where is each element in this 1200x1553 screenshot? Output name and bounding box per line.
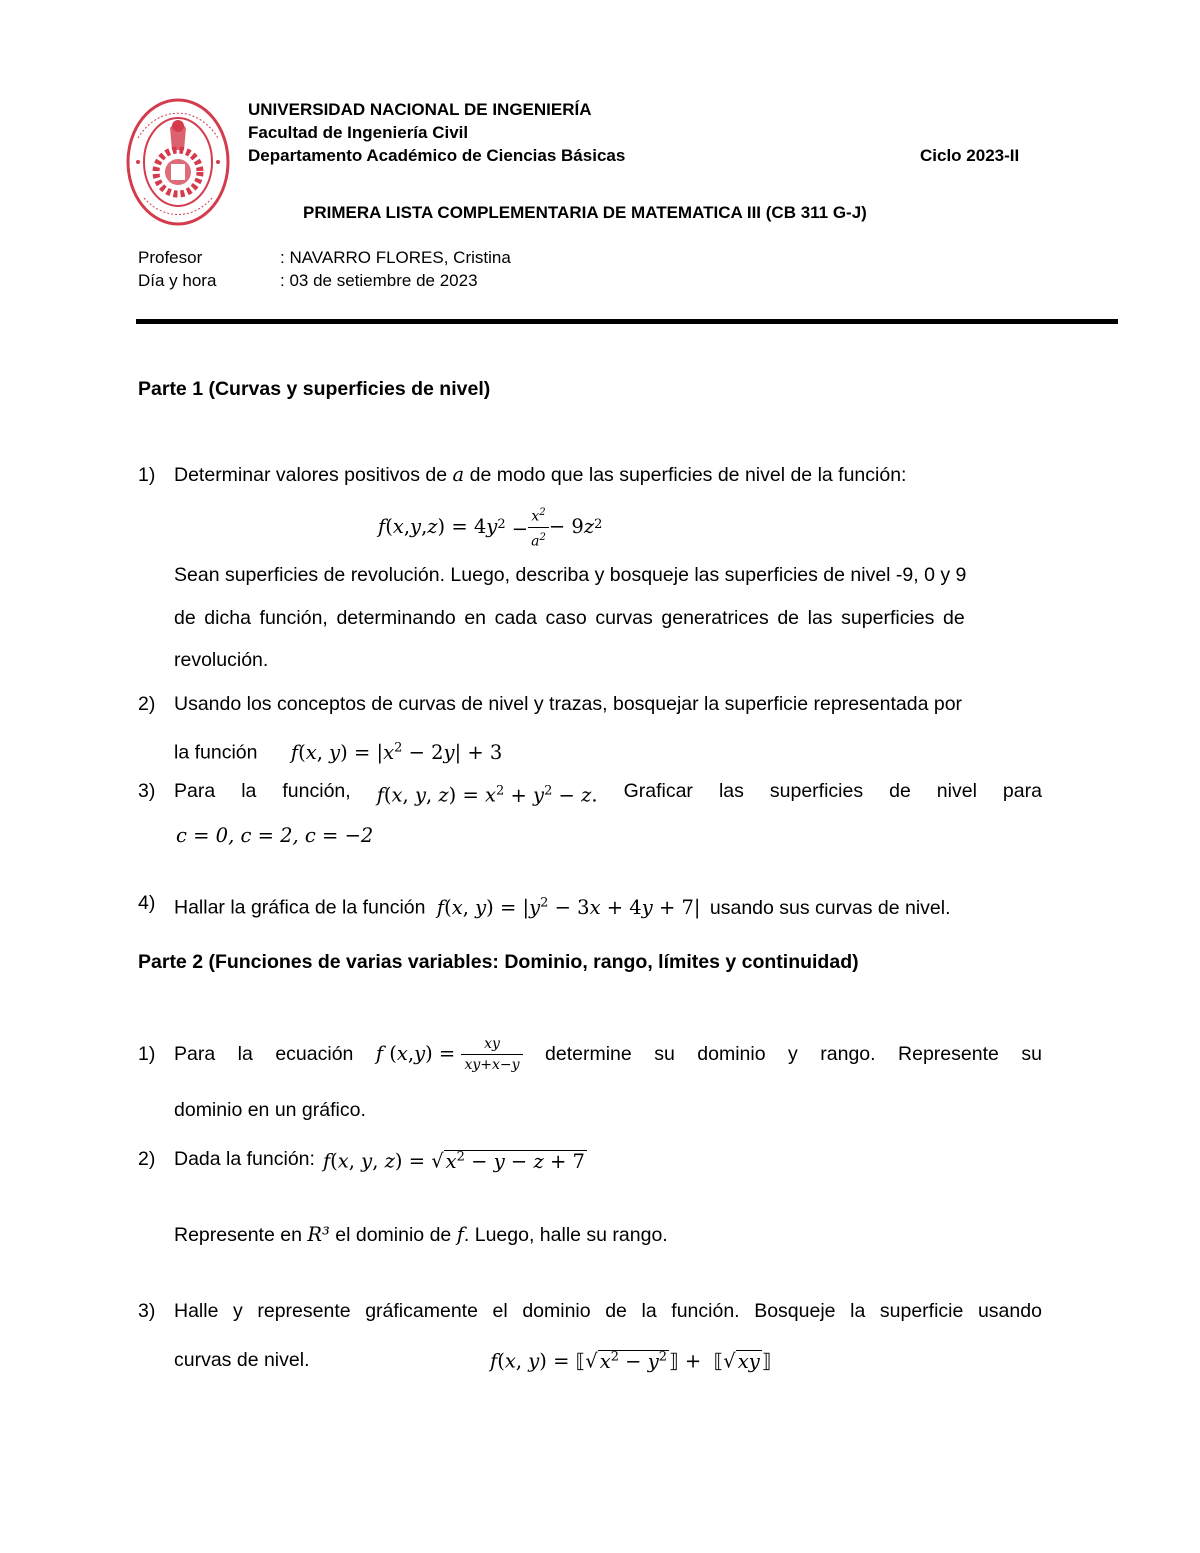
p1-q1-text-a: Determinar valores positivos de [174,464,448,486]
university-logo [124,98,232,228]
p2-q3-word: Halle [174,1300,219,1322]
p2-q3-word: función. [671,1300,740,1322]
p1-q4-text-a: Hallar la gráfica de la función [174,896,426,919]
professor-label: Profesor [138,248,203,267]
p1-q4-line1 [174,891,951,920]
p2-q1-word: la [237,1043,253,1065]
p1-q1-line2: Sean superficies de revolución. Luego, describa y bosqueje las superficies de nivel -9, 0 y 9 [174,564,967,586]
p1-q2-text-b: la función [174,741,258,764]
p2-q1-number: 1) [138,1043,156,1065]
department-name: Departamento Académico de Ciencias Básicas [248,146,626,165]
p2-q1-word: dominio [697,1043,766,1065]
date-label: Día y hora [138,271,217,290]
p1-q3-word: nivel [936,780,977,802]
document-title: PRIMERA LISTA COMPLEMENTARIA DE MATEMATICA III (CB 311 G-J) [303,203,867,222]
part1-title: Parte 1 (Curvas y superficies de nivel) [138,378,491,400]
p2-q1-word: su [654,1043,675,1065]
p1-q3-number: 3) [138,780,156,802]
p2-q1-line1 [174,1030,1042,1078]
p2-q1-word: su [1021,1043,1042,1065]
p1-q3-word: función, [282,780,351,802]
p2-q3-word: gráficamente [365,1300,478,1322]
p2-q3-word: usando [977,1300,1042,1322]
p2-q3-word: y [233,1300,243,1322]
p2-q1-word: rango. [820,1043,876,1065]
p2-q2-text-a: Dada la función: [174,1148,315,1171]
p2-q2-r3: R³ [307,1223,330,1246]
p2-q2-line2-b: el dominio de [335,1224,452,1246]
p1-q4-formula: f(x, $y) = |y^2 - 3x + 4y + 7|$ [436,895,701,919]
p2-q3-word: dominio [522,1300,591,1322]
p1-q1-var-a: a [452,463,465,486]
p1-q1-line3: de dicha función, determinando en cada caso curvas generatrices de las superficies de [174,607,965,629]
p2-q3-word: superficie [879,1300,964,1322]
p1-q2-line1: Usando los conceptos de curvas de nivel y trazas, bosquejar la superficie representada por [174,693,963,715]
p2-q3-formula: f(x, y) = ⟦√ $x^2 - y^2$ ⟧ + ⟦√ xy ⟧ [490,1349,772,1373]
p2-q1-word: determine [545,1043,632,1065]
p1-q3-word: de [889,780,911,802]
p1-q3-word: Para [174,780,216,802]
p2-q3-word: la [641,1300,657,1322]
date-value: : 03 de setiembre de 2023 [280,271,478,290]
p1-q1-text-b: de modo que las superficies de nivel de la función: [469,464,907,486]
p1-q3-word: para [1002,780,1042,802]
p1-q3-word: la [241,780,257,802]
p2-q3-word: el [492,1300,508,1322]
p2-q2-number: 2) [138,1148,156,1170]
p2-q3-word: represente [257,1300,351,1322]
p2-q1-line2: dominio en un gráfico. [174,1099,366,1121]
p2-q2-f: f [456,1223,464,1246]
faculty-name: Facultad de Ingeniería Civil [248,123,469,142]
p1-q3-line2: c = 0, c = 2, c = −2 [176,824,374,847]
p2-q3-word: la [850,1300,866,1322]
p2-q2-line2-c: . Luego, halle su rango. [463,1224,668,1246]
p1-q3-formula: f(x, y, $z) = x^2 + y^2 - z$. [376,783,598,807]
p1-q4-number: 4) [138,892,156,914]
part2-title: Parte 2 (Funciones de varias variables: Dominio, rango, límites y continuidad) [138,951,859,973]
p1-q4-text-b: usando sus curvas de nivel. [709,896,951,919]
university-name: UNIVERSIDAD NACIONAL DE INGENIERÍA [248,100,592,119]
p2-q3-word: de [605,1300,627,1322]
p1-q3-word: las [718,780,744,802]
p2-q2-line2 [174,1223,668,1247]
p1-q2-line2 [174,736,502,765]
p2-q3-line1 [174,1299,1042,1323]
p1-q1-formula: f ( x , y , z ) = 4 y $^2$ − $\frac{x^2}{a^2}$ − 9 z $^2$ [378,505,602,549]
p2-q1-word: ecuación [275,1043,354,1065]
cycle-label: Ciclo 2023-II [920,146,1020,165]
p1-q1-number: 1) [138,464,156,486]
p2-q1-word: Represente [898,1043,999,1065]
p1-q2-formula: f(x, $y) = |x^2 - 2y| + 3$ [290,740,503,764]
p2-q3-word: Bosqueje [754,1300,836,1322]
p2-q1-word: Para [174,1043,216,1065]
p2-q3-line2: curvas de nivel. [174,1349,310,1371]
p1-q1-line4: revolución. [174,649,269,671]
header-divider [136,319,1118,324]
p2-q2-line1 [174,1145,587,1174]
p2-q2-formula: f(x, y, z) = √ $x^2 - y - z + 7$ [322,1149,585,1173]
p1-q3-word: Graficar [623,780,693,802]
p1-q1-line1 [174,463,906,487]
p2-q1-word: y [788,1043,798,1065]
p2-q1-formula: f ( x , y ) = $\frac{xy}{xy+x-y}$ [376,1034,523,1075]
professor-value: : NAVARRO FLORES, Cristina [280,248,511,267]
p1-q2-number: 2) [138,693,156,715]
p2-q3-number: 3) [138,1300,156,1322]
p1-q3-line1 [174,779,1042,808]
p1-q3-word: superficies [769,780,864,802]
p2-q2-line2-a: Represente en [174,1224,302,1246]
